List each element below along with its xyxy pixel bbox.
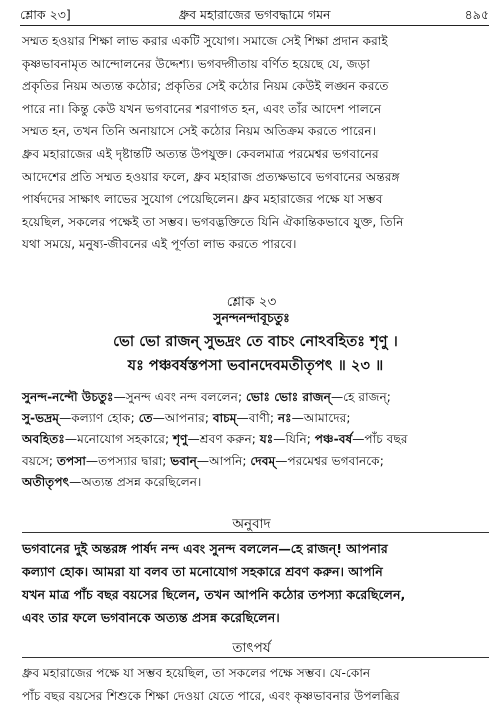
term-meaning: —আপনার; <box>152 411 213 426</box>
synonym-line <box>22 387 489 408</box>
sanskrit-term: যঃ <box>259 432 274 447</box>
intro-paragraph <box>22 30 489 256</box>
running-header <box>20 6 489 24</box>
term-meaning: —মনোযোগ সহকারে; <box>64 432 173 447</box>
translation-line: যখন মাত্র পাঁচ বছর বয়সের ছিলেন, তখন আপনি কঠোর তপস্যা করেছিলেন, <box>22 587 406 602</box>
translation-divider <box>22 532 489 533</box>
translation-heading: অনুবাদ <box>232 516 271 532</box>
synonym-line <box>22 472 489 493</box>
sanskrit-term: তপসা <box>56 453 86 468</box>
sanskrit-term: ভবান্ <box>170 453 197 468</box>
verse-line-1: ভো ভো রাজন্ সুভদ্রং তে বাচং নোঽবহিতঃ শৃণু । <box>113 333 398 350</box>
paragraph-line: হয়েছিল, সকলের পক্ষেই তা সম্ভব। ভগবদ্ভক্তিতে যিনি ঐকান্তিকভাবে যুক্ত, তিনি <box>22 214 404 229</box>
term-meaning: —যিনি; <box>273 432 315 447</box>
word-for-word-synonyms <box>22 387 489 493</box>
sanskrit-term: বাচম্ <box>212 411 237 426</box>
term-meaning: —তপস্যার দ্বারা; <box>85 453 171 468</box>
paragraph-line: ধ্রুব মহারাজের পক্ষে যা সম্ভব হয়েছিল, তা সকলের পক্ষে সম্ভব। যে-কোন <box>22 666 371 680</box>
term-meaning: —আপনি; <box>196 453 251 468</box>
paragraph-line: পার্ষদদের সাক্ষাৎ লাভের সুযোগ পেয়েছিলেন। ধ্রুব মহারাজের পক্ষে যা সম্ভব <box>22 192 383 207</box>
paragraph-line: সম্মত হওয়ার শিক্ষা লাভ করার একটি সুযোগ। সমাজে সেই শিক্ষা প্রদান করাই <box>22 34 388 48</box>
paragraph-line: যথা সময়ে, মনুষ্য-জীবনের এই পূর্ণতা লাভ করতে পারবে। <box>22 237 297 252</box>
purport-divider <box>22 657 489 658</box>
header-chapter-title: ধ্রুব মহারাজের ভগবদ্ধামে গমন <box>178 7 331 22</box>
paragraph-line: আদেশের প্রতি সম্মত হওয়ার ফলে, ধ্রুব মহারাজ প্রত্যক্ষভাবে ভগবানের অন্তরঙ্গ <box>22 169 400 184</box>
translation-text <box>22 537 489 629</box>
page-number: ৪৯৫ <box>464 7 489 22</box>
verse-speaker: সুনন্দনন্দাবূচতুঃ <box>213 310 290 325</box>
term-meaning: —আমাদের; <box>291 411 351 426</box>
translation-line: এবং তার ফলে ভগবানকে অত্যন্ত প্রসন্ন করেছিলেন। <box>22 610 280 625</box>
purport-text <box>22 662 489 707</box>
sanskrit-term: অবহিতঃ <box>22 432 65 447</box>
paragraph-line: সম্মত হন, তখন তিনি অনায়াসে সেই কঠোর নিয়ম অতিক্রম করতে পারেন। <box>22 124 377 139</box>
verse-heading: শ্লোক ২৩ <box>226 294 277 310</box>
translation-line: ভগবানের দুই অন্তরঙ্গ পার্ষদ নন্দ এবং সুনন্দ বললেন—হে রাজন্! আপনার <box>22 541 388 556</box>
term-meaning: —কল্যাণ হোক; <box>59 411 139 426</box>
term-meaning: —হে রাজন্; <box>330 390 391 404</box>
paragraph-line: পারে না। কিন্তু কেউ যখন ভগবানের শরণাগত হন, এবং তাঁর আদেশ পালনে <box>22 101 382 116</box>
sanskrit-term: তে <box>138 411 153 426</box>
term-meaning: —পরমেশ্বর ভগবানকে; <box>275 453 384 468</box>
header-verse-ref: শ্লোক ২৩] <box>20 7 71 22</box>
paragraph-line: ধ্রুব মহারাজের এই দৃষ্টান্তটি অত্যন্ত উপযুক্ত। কেবলমাত্র পরমেশ্বর ভগবানের <box>22 146 379 161</box>
paragraph-line: প্রকৃতির নিয়ম অত্যন্ত কঠোর; প্রকৃতির সেই কঠোর নিয়ম কেউই লঙ্ঘন করতে <box>22 79 389 94</box>
purport-heading: তাৎপর্য <box>232 640 271 656</box>
term-meaning: —শ্রবণ করুন; <box>187 432 260 447</box>
sanskrit-term: অতীতৃপৎ <box>22 474 70 489</box>
sanskrit-term: পঞ্চ-বর্ষ <box>314 432 353 447</box>
term-meaning: বয়সে; <box>22 453 57 468</box>
term-meaning: —বাণী; <box>236 411 278 426</box>
synonym-line <box>22 408 489 429</box>
sanskrit-term: নঃ <box>277 411 292 426</box>
sanskrit-term: সু-ভদ্রম্ <box>22 411 60 426</box>
term-meaning: —সুনন্দ এবং নন্দ বললেন; <box>113 390 246 404</box>
sanskrit-term: দেবম্ <box>250 453 276 468</box>
verse-line-2: যঃ পঞ্চবর্ষস্তপসা ভবানদেবমতীতৃপৎ ॥ ২৩ ॥ <box>127 357 384 374</box>
term-meaning: —অত্যন্ত প্রসন্ন করেছিলেন। <box>69 474 202 489</box>
paragraph-line: পাঁচ বছর বয়সের শিশুকে শিক্ষা দেওয়া যেতে পারে, এবং কৃষ্ণভাবনার উপলব্ধির <box>22 688 400 703</box>
synonym-line <box>22 451 489 472</box>
sanskrit-term: শৃণু <box>172 432 188 447</box>
term-meaning: —পাঁচ বছর <box>352 432 408 447</box>
paragraph-line: কৃষ্ণভাবনামৃত আন্দোলনের উদ্দেশ্য। ভগবদ্গীতায় বর্ণিত হয়েছে যে, জড়া <box>22 56 370 71</box>
synonym-line <box>22 429 489 450</box>
header-divider <box>20 25 489 26</box>
translation-line: কল্যাণ হোক। আমরা যা বলব তা মনোযোগ সহকারে শ্রবণ করুন। আপনি <box>22 564 383 579</box>
sanskrit-term: ভোঃ ভোঃ রাজন্ <box>245 390 331 404</box>
sanskrit-term: সুনন্দ-নন্দৌ উচতুঃ <box>22 390 114 404</box>
